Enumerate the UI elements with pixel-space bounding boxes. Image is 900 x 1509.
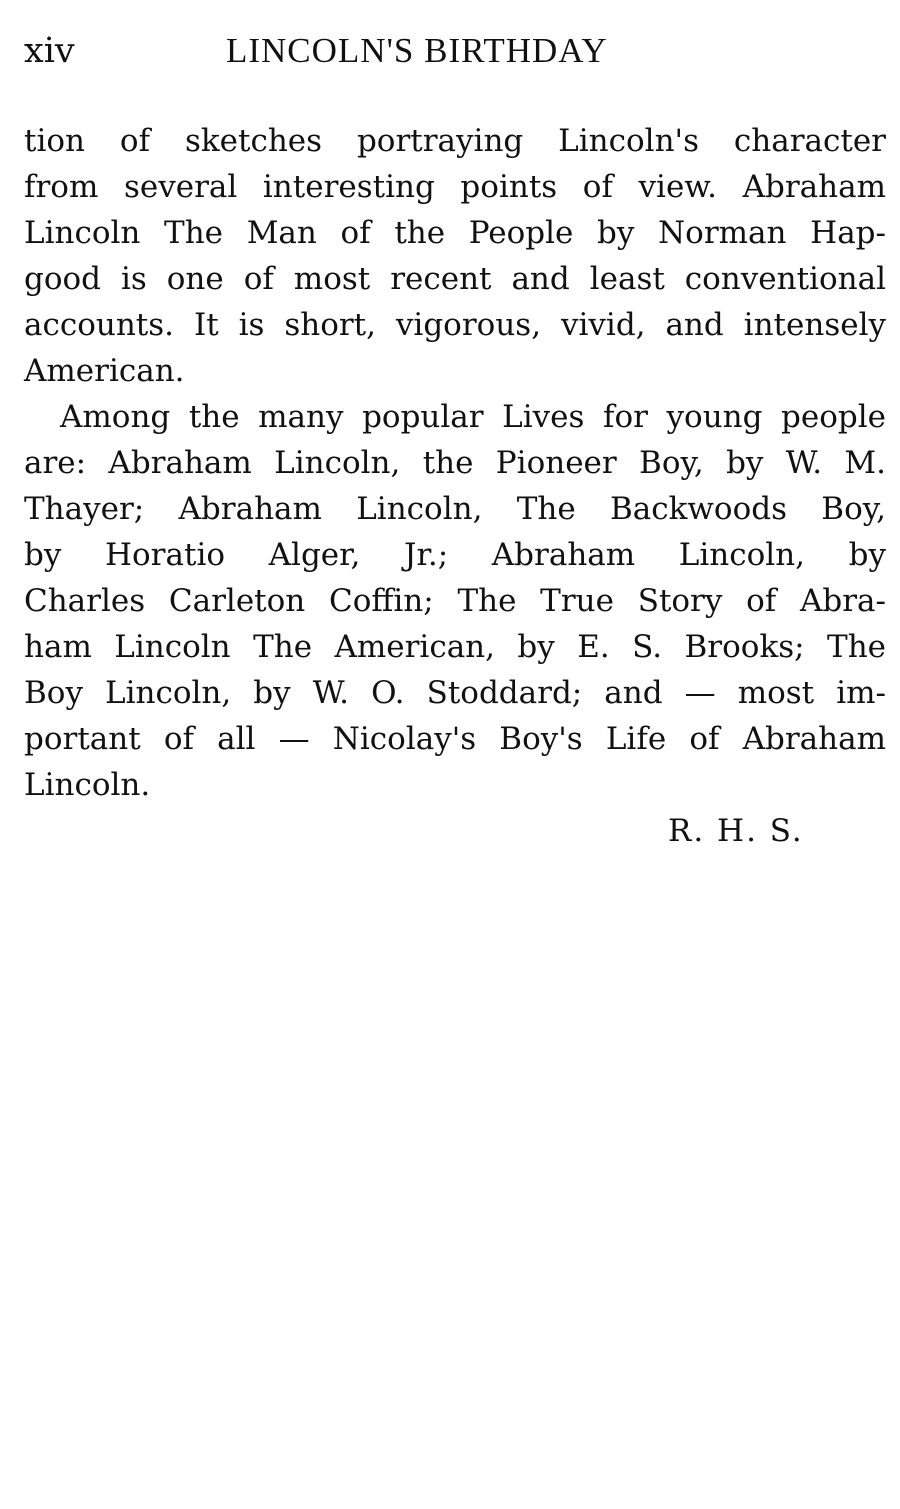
text-line: ham Lincoln The American, by E. S. Brooks; The xyxy=(24,629,886,665)
paragraph-popular-lives xyxy=(24,394,886,808)
paragraph-continued xyxy=(24,118,886,394)
text-line: Lincoln The Man of the People by Norman Hap- xyxy=(24,215,886,251)
text-line: from several interesting points of view. Abraham xyxy=(24,169,886,205)
text-line: portant of all — Nicolay's Boy's Life of Abraham xyxy=(24,721,886,757)
text-line: are: Abraham Lincoln, the Pioneer Boy, by W. M. xyxy=(24,445,886,481)
running-title: LINCOLN'S BIRTHDAY xyxy=(226,31,608,70)
text-line: American. xyxy=(24,353,185,389)
body-text xyxy=(24,118,886,808)
text-line: Thayer; Abraham Lincoln, The Backwoods Boy, xyxy=(24,491,886,527)
signature-initials: R. H. S. xyxy=(668,813,804,849)
text-line: by Horatio Alger, Jr.; Abraham Lincoln, by xyxy=(24,537,886,573)
page-number: xiv xyxy=(24,31,75,71)
text-line: Charles Carleton Coffin; The True Story of Abra- xyxy=(24,583,886,619)
text-line: Boy Lincoln, by W. O. Stoddard; and — most im- xyxy=(24,675,886,711)
text-line: accounts. It is short, vigorous, vivid, and intensely xyxy=(24,307,886,343)
running-head xyxy=(24,26,886,76)
text-line: good is one of most recent and least conventional xyxy=(24,261,886,297)
text-line: Among the many popular Lives for young people xyxy=(60,399,886,435)
text-line: tion of sketches portraying Lincoln's character xyxy=(24,123,886,159)
text-line: Lincoln. xyxy=(24,767,151,803)
